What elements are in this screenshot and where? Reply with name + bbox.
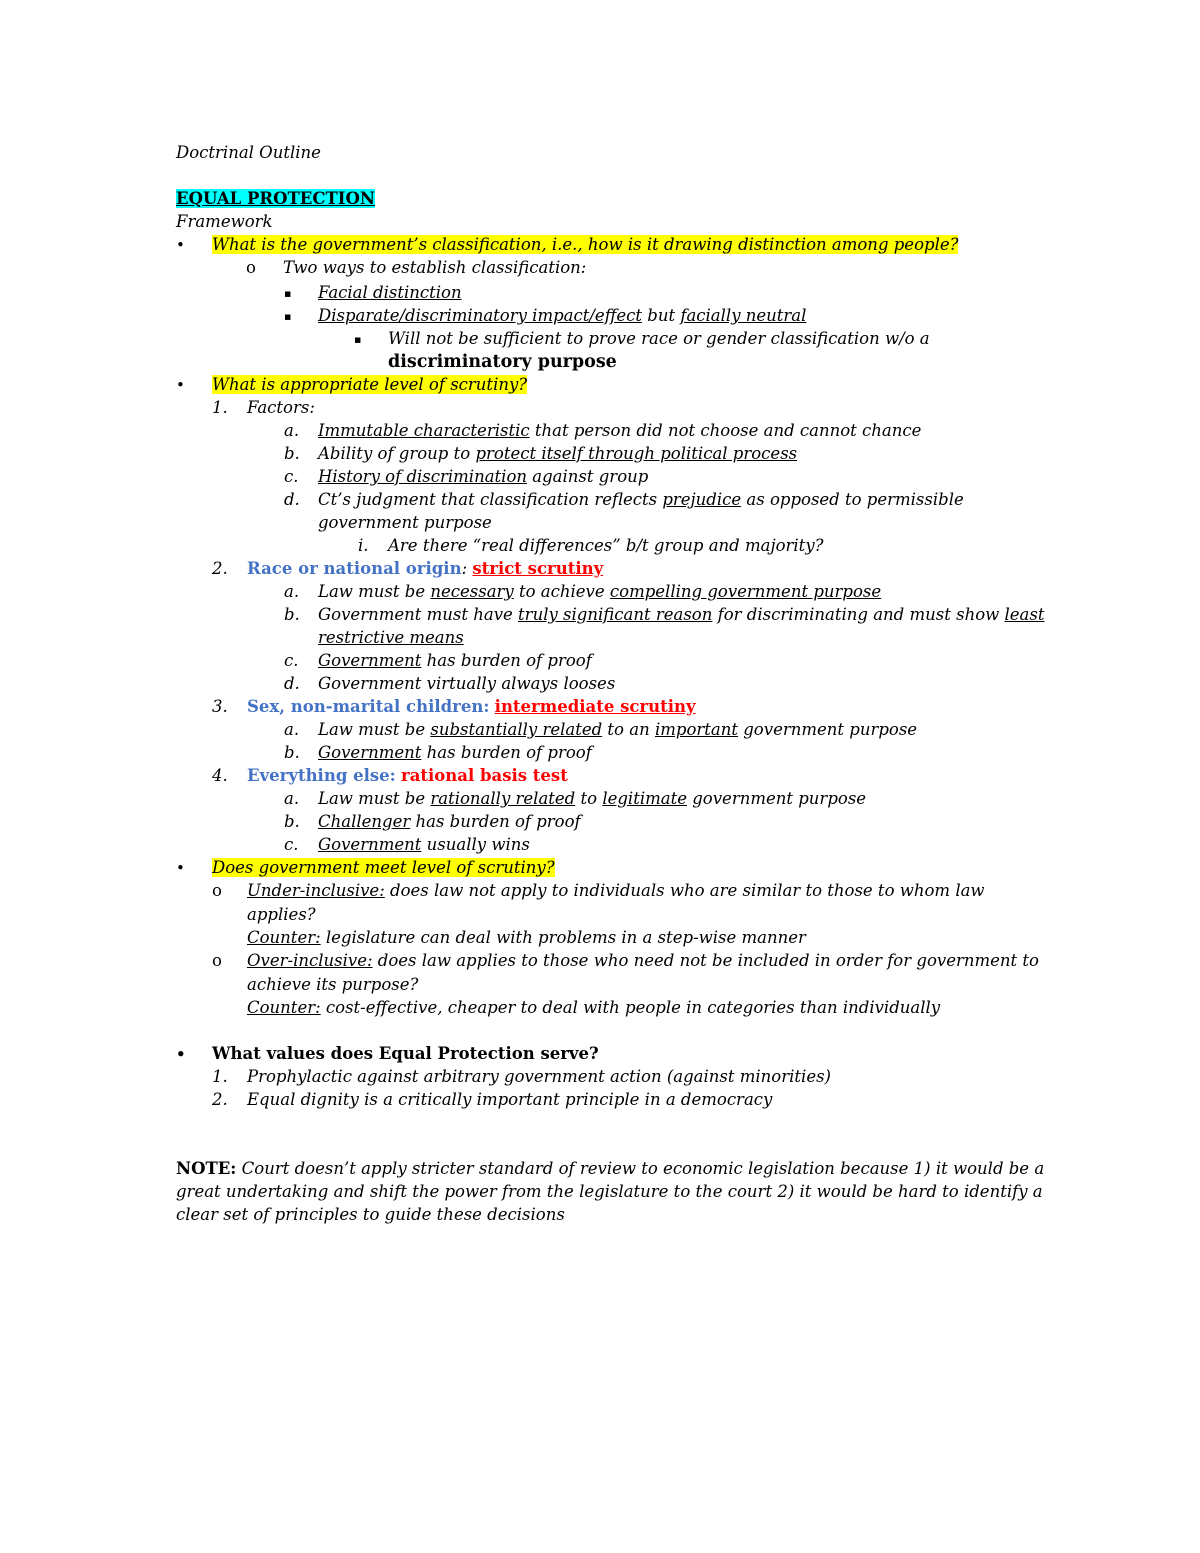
bullet-disc-icon: •	[176, 376, 185, 394]
bullet-item-scrutiny: • What is appropriate level of scrutiny?	[176, 375, 528, 394]
factor-item-d-cont: government purpose	[318, 513, 492, 532]
values-item-2: 2. Equal dignity is a critically important principle in a democracy	[212, 1090, 773, 1109]
over-inclusive-counter: Counter: cost-effective, cheaper to deal with people in categories than individually	[247, 998, 941, 1017]
bullet-circle-icon: o	[212, 881, 222, 900]
factor-item-d: d. Ct’s judgment that classification reflects prejudice as opposed to permissible	[284, 490, 964, 509]
discriminatory-purpose: discriminatory purpose	[388, 352, 617, 372]
bullet-circle-icon: o	[246, 258, 256, 277]
race-item-c: c. Government has burden of proof	[284, 651, 592, 670]
over-inclusive-cont: achieve its purpose?	[247, 975, 419, 994]
under-inclusive-counter: Counter: legislature can deal with problems in a step-wise manner	[247, 928, 806, 947]
bullet-disc-icon: •	[176, 236, 185, 254]
numbered-item-everything-else: 4. Everything else: rational basis test	[212, 766, 568, 785]
sex-item-b: b. Government has burden of proof	[284, 743, 592, 762]
framework-label: Framework	[176, 212, 273, 231]
values-item-1: 1. Prophylactic against arbitrary government action (against minorities)	[212, 1067, 831, 1086]
sub-sub-item-facial: ▪ Facial distinction	[284, 282, 462, 304]
bullet-circle-icon: o	[212, 951, 222, 970]
over-inclusive-item: o Over-inclusive: does law applies to those who need not be included in order for government to	[212, 951, 1039, 970]
bullet-disc-icon: •	[176, 1045, 186, 1063]
bullet-item-meet-scrutiny: • Does government meet level of scrutiny?	[176, 858, 555, 877]
bullet-disc-icon: •	[176, 859, 185, 877]
sub-sub-sub-item-not-sufficient: ▪ Will not be sufficient to prove race or gender classification w/o a	[354, 328, 930, 350]
note-paragraph: NOTE: Court doesn’t apply stricter standard of review to economic legislation because 1) it would be a	[176, 1159, 1045, 1178]
doc-title: Doctrinal Outline	[176, 143, 321, 162]
numbered-item-sex: 3. Sex, non-marital children: intermediate scrutiny	[212, 697, 696, 716]
note-label: NOTE:	[176, 1159, 237, 1178]
race-item-d: d. Government virtually always looses	[284, 674, 616, 693]
factor-item-c: c. History of discrimination against group	[284, 467, 649, 486]
under-inclusive-cont: applies?	[247, 905, 316, 924]
section-heading: EQUAL PROTECTION	[176, 189, 375, 208]
race-item-a: a. Law must be necessary to achieve compelling government purpose	[284, 582, 882, 601]
else-item-b: b. Challenger has burden of proof	[284, 812, 581, 831]
note-line-3: clear set of principles to guide these decisions	[176, 1205, 565, 1224]
else-item-a: a. Law must be rationally related to legitimate government purpose	[284, 789, 867, 808]
bullet-square-icon: ▪	[354, 333, 362, 346]
bullet-item-classification: • What is the government’s classification, i.e., how is it drawing distinction among people?	[176, 235, 959, 254]
note-line-2: great undertaking and shift the power from the legislature to the court 2) it would be hard to identify a	[176, 1182, 1043, 1201]
bullet-item-values: • What values does Equal Protection serve?	[176, 1044, 599, 1063]
bullet-square-icon: ▪	[284, 287, 292, 300]
sex-item-a: a. Law must be substantially related to an important government purpose	[284, 720, 918, 739]
factor-item-b: b. Ability of group to protect itself through political process	[284, 444, 798, 463]
under-inclusive-item: o Under-inclusive: does law not apply to individuals who are similar to those to whom law	[212, 881, 985, 900]
else-item-c: c. Government usually wins	[284, 835, 530, 854]
sub-item-two-ways: o Two ways to establish classification:	[246, 258, 587, 277]
factor-item-a: a. Immutable characteristic that person did not choose and cannot chance	[284, 421, 922, 440]
sub-sub-item-disparate: ▪ Disparate/discriminatory impact/effect but facially neutral	[284, 305, 806, 327]
numbered-item-factors: 1. Factors:	[212, 398, 315, 417]
bullet-square-icon: ▪	[284, 310, 292, 323]
race-item-b: b. Government must have truly significant reason for discriminating and must show least	[284, 605, 1045, 624]
numbered-item-race: 2. Race or national origin: strict scrutiny	[212, 559, 604, 578]
race-item-b-cont: restrictive means	[318, 628, 464, 647]
factor-item-i: i. Are there “real differences” b/t group and majority?	[358, 536, 824, 555]
